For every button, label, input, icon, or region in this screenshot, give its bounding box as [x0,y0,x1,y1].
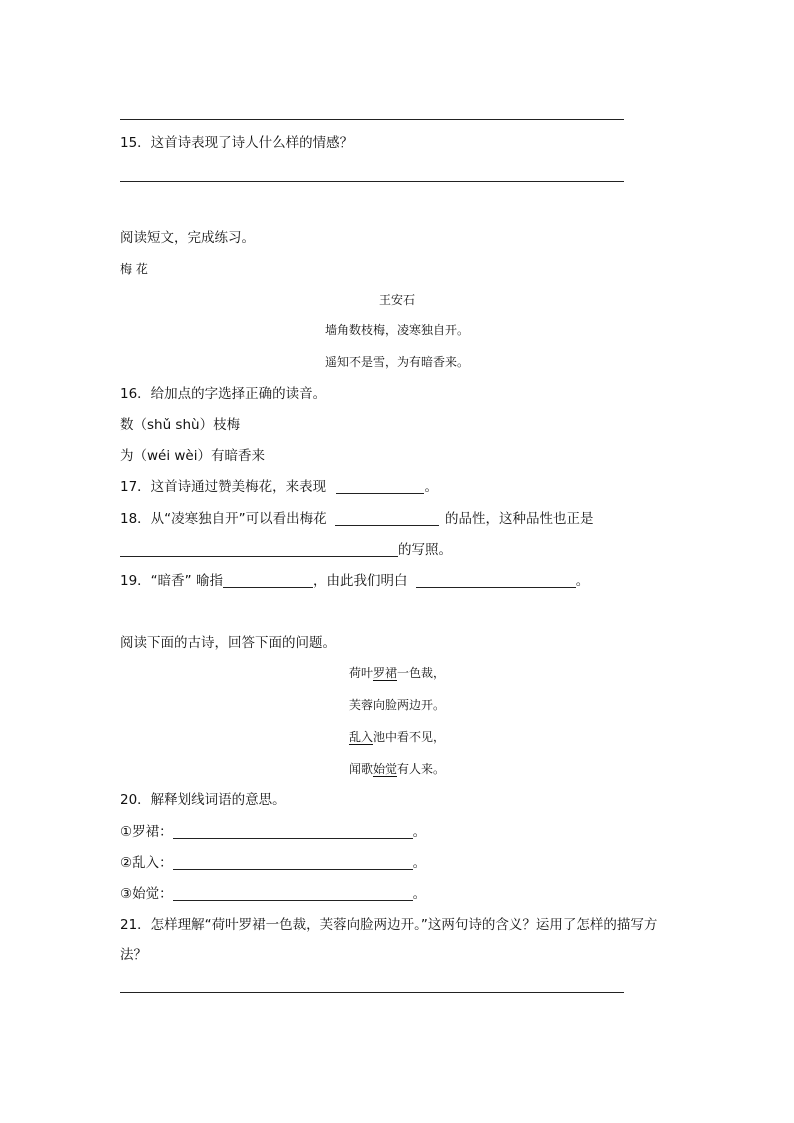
lotus-poem-line-1 [0,665,794,681]
underlined-luoqun: 罗裙 [372,666,397,680]
item-3-label: ③始觉： [120,886,173,902]
lotus-poem-line-4 [0,761,794,777]
question-19-text: 19．“暗香” 喻指 [120,573,223,589]
poem-line-2: 遥知不是雪，为有暗香来。 [324,355,469,369]
question-16-item-2: 为（wéi wèi）有暗香来 [120,448,265,464]
question-19-middle: ，由此我们明白 [312,573,408,589]
answer-line-q21[interactable] [120,992,624,993]
lotus-poem-line-2: 芙蓉向脸两边开。 [348,698,445,712]
question-17-text: 17．这首诗通过赞美梅花，来表现 [120,479,327,495]
answer-blank-q20-1[interactable] [173,823,413,839]
question-20-item-3 [120,885,426,903]
question-20-item-2 [120,854,426,872]
answer-blank-q18-2[interactable] [120,541,398,557]
answer-blank-q17[interactable] [336,478,424,494]
question-16-item-1: 数（shǔ shù）枝梅 [120,417,241,433]
question-16: 16．给加点的字选择正确的读音。 [120,386,327,402]
answer-blank-q19-1[interactable] [223,572,313,588]
poem-line-1: 墙角数枝梅，凌寒独自开。 [324,323,469,337]
answer-blank-q19-2[interactable] [416,572,576,588]
question-18-end: 的写照。 [398,542,452,558]
item-3-end: 。 [412,886,427,902]
underlined-shijue: 始觉 [372,762,397,776]
poem-author: 王安石 [378,293,415,307]
answer-blank-q18-1[interactable] [335,510,439,526]
item-2-label: ②乱入： [120,855,173,871]
question-17 [120,478,438,496]
reading-intro-lotus: 阅读下面的古诗，回答下面的问题。 [120,635,336,651]
question-20-item-1 [120,823,426,841]
underlined-luanru: 乱入 [348,730,373,744]
lotus-poem-line-3 [0,729,794,745]
answer-blank-q20-2[interactable] [173,854,413,870]
question-15: 15．这首诗表现了诗人什么样的情感？ [120,135,354,151]
question-18-text: 18．从“凌寒独自开”可以看出梅花 [120,511,327,527]
question-19 [120,572,589,590]
lotus-line1-b: 一色裁， [397,666,446,680]
lotus-line4-a: 闻歌 [348,762,373,776]
answer-blank-q20-3[interactable] [173,885,413,901]
question-21-line-1: 21．怎样理解“荷叶罗裙一色裁，芙蓉向脸两边开。”这两句诗的含义？运用了怎样的描写方 [120,917,658,933]
question-21-line-2: 法？ [120,947,147,963]
lotus-line4-b: 有人来。 [397,762,446,776]
question-18-middle: 的品性，这种品性也正是 [444,511,594,527]
lotus-line3-b: 池中看不见， [373,730,446,744]
answer-line-q14[interactable] [120,119,624,120]
item-1-end: 。 [412,824,427,840]
question-19-end: 。 [575,573,590,589]
lotus-line1-a: 荷叶 [348,666,373,680]
reading-intro-plum: 阅读短文，完成练习。 [120,230,255,246]
poem-title-plum: 梅 花 [120,262,148,276]
question-18-line-2 [120,541,452,559]
item-2-end: 。 [412,855,427,871]
question-20: 20．解释划线词语的意思。 [120,792,286,808]
item-1-label: ①罗裙： [120,824,173,840]
answer-line-q15[interactable] [120,181,624,182]
question-18 [120,510,593,528]
question-17-end: 。 [424,479,438,495]
